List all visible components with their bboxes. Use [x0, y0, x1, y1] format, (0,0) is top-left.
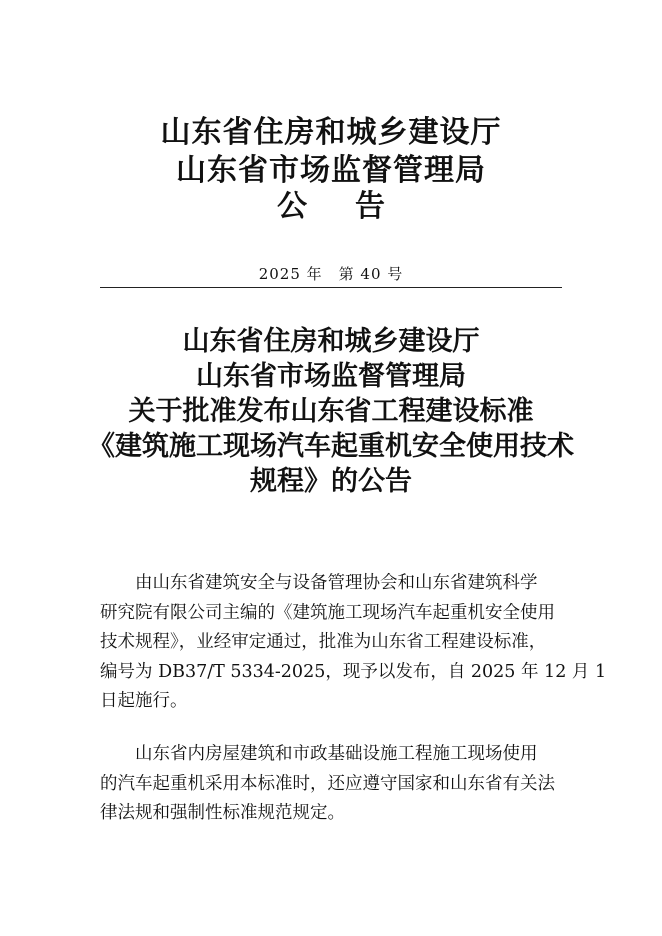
notice-title — [0, 188, 662, 226]
issuer-line-1: 山东省住房和城乡建设厅 — [160, 115, 502, 150]
body-line: 的汽车起重机采用本标准时，还应遵守国家和山东省有关法 — [100, 773, 555, 794]
body-line: 研究院有限公司主编的《建筑施工现场汽车起重机安全使用 — [100, 602, 555, 623]
body-paragraph-2 — [100, 740, 562, 829]
header-divider — [100, 287, 562, 288]
body-line: 律法规和强制性标准规范规定。 — [100, 803, 345, 823]
body-paragraph-1 — [100, 569, 607, 717]
announcement-title-line-1: 山东省住房和城乡建设厅 — [182, 326, 480, 357]
announcement-title-line-4: 《建筑施工现场汽车起重机安全使用技术 — [88, 431, 574, 462]
issuer-line-2: 山东省市场监督管理局 — [176, 153, 486, 188]
notice-title-char-1: 公 — [277, 189, 307, 224]
body-line: 技术规程》，业经审定通过，批准为山东省工程建设标准， — [100, 632, 547, 652]
body-line: 山东省内房屋建筑和市政基础设施工程施工现场使用 — [135, 744, 538, 764]
body-line: 日起施行。 — [100, 691, 188, 711]
announcement-title-line-2: 山东省市场监督管理局 — [196, 361, 466, 392]
announcement-title-line-3: 关于批准发布山东省工程建设标准 — [128, 396, 534, 427]
body-line: 编号为 DB37/T 5334-2025，现予以发布，自 2025 年 12 月 1 — [100, 661, 607, 682]
body-line: 由山东省建筑安全与设备管理协会和山东省建筑科学 — [135, 573, 538, 593]
notice-title-char-2: 告 — [355, 189, 385, 224]
announcement-title-line-5: 规程》的公告 — [250, 466, 412, 497]
document-number: 2025 年 第 40 号 — [258, 265, 404, 283]
